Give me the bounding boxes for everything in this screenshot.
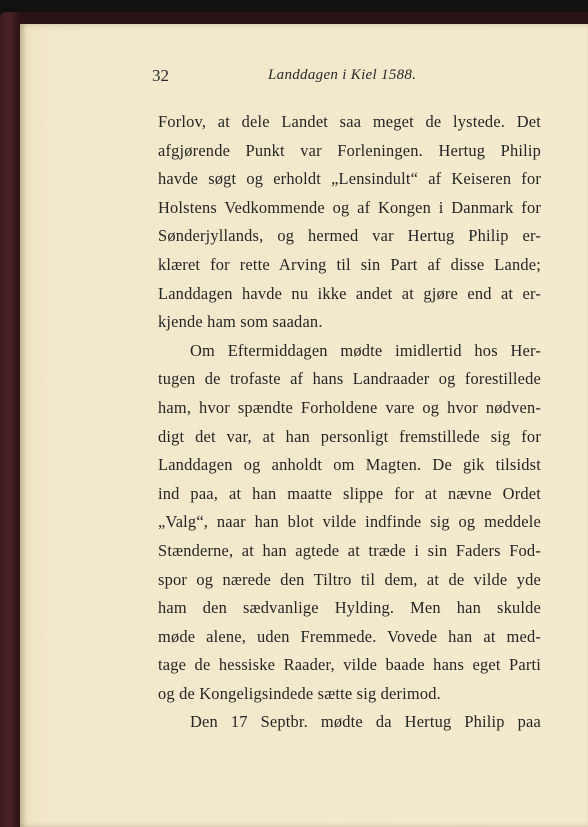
- text-line: „Valg“, naar han blot vilde indfinde sig og meddele: [158, 512, 541, 531]
- text-line: Stænderne, at han agtede at træde i sin Faders Fod-: [158, 541, 541, 560]
- text-line: afgjørende Punkt var Forleningen. Hertug Philip: [158, 141, 541, 160]
- text-line: kjende ham som saadan.: [158, 312, 323, 331]
- text-line: ham den sædvanlige Hylding. Men han skulde: [158, 598, 541, 617]
- text-line: ham, hvor spændte Forholdene vare og hvor nødven-: [158, 398, 541, 417]
- text-line: digt det var, at han personligt fremstillede sig for: [158, 427, 541, 446]
- running-head: Landdagen i Kiel 1588.: [268, 67, 417, 83]
- text-line: Landdagen og anholdt om Magten. De gik tilsidst: [158, 455, 541, 474]
- text-line: møde alene, uden Fremmede. Vovede han at med-: [158, 627, 541, 646]
- text-line: havde søgt og erholdt „Lensindult“ af Keiseren for: [158, 169, 541, 188]
- text-line: Sønderjyllands, og hermed var Hertug Philip er-: [158, 226, 541, 245]
- text-line: ind paa, at han maatte slippe for at nævne Ordet: [158, 484, 541, 503]
- text-line: og de Kongeligsindede sætte sig derimod.: [158, 684, 441, 703]
- text-line: klæret for rette Arving til sin Part af disse Lande;: [158, 255, 541, 274]
- text-line: tugen de trofaste af hans Landraader og forestillede: [158, 369, 541, 388]
- text-line: Forlov, at dele Landet saa meget de lystede. Det: [158, 112, 541, 131]
- text-line: tage de hessiske Raader, vilde baade hans eget Parti: [158, 655, 541, 674]
- page-header: [152, 66, 442, 88]
- text-line: Om Eftermiddagen mødte imidlertid hos Her-: [190, 341, 541, 360]
- text-line: Den 17 Septbr. mødte da Hertug Philip paa: [190, 712, 541, 731]
- page-number: 32: [152, 66, 169, 85]
- text-line: Holstens Vedkommende og af Kongen i Danmark for: [158, 198, 541, 217]
- text-line: Landdagen havde nu ikke andet at gjøre end at er-: [158, 284, 541, 303]
- text-line: spor og nærede den Tiltro til dem, at de vilde yde: [158, 570, 541, 589]
